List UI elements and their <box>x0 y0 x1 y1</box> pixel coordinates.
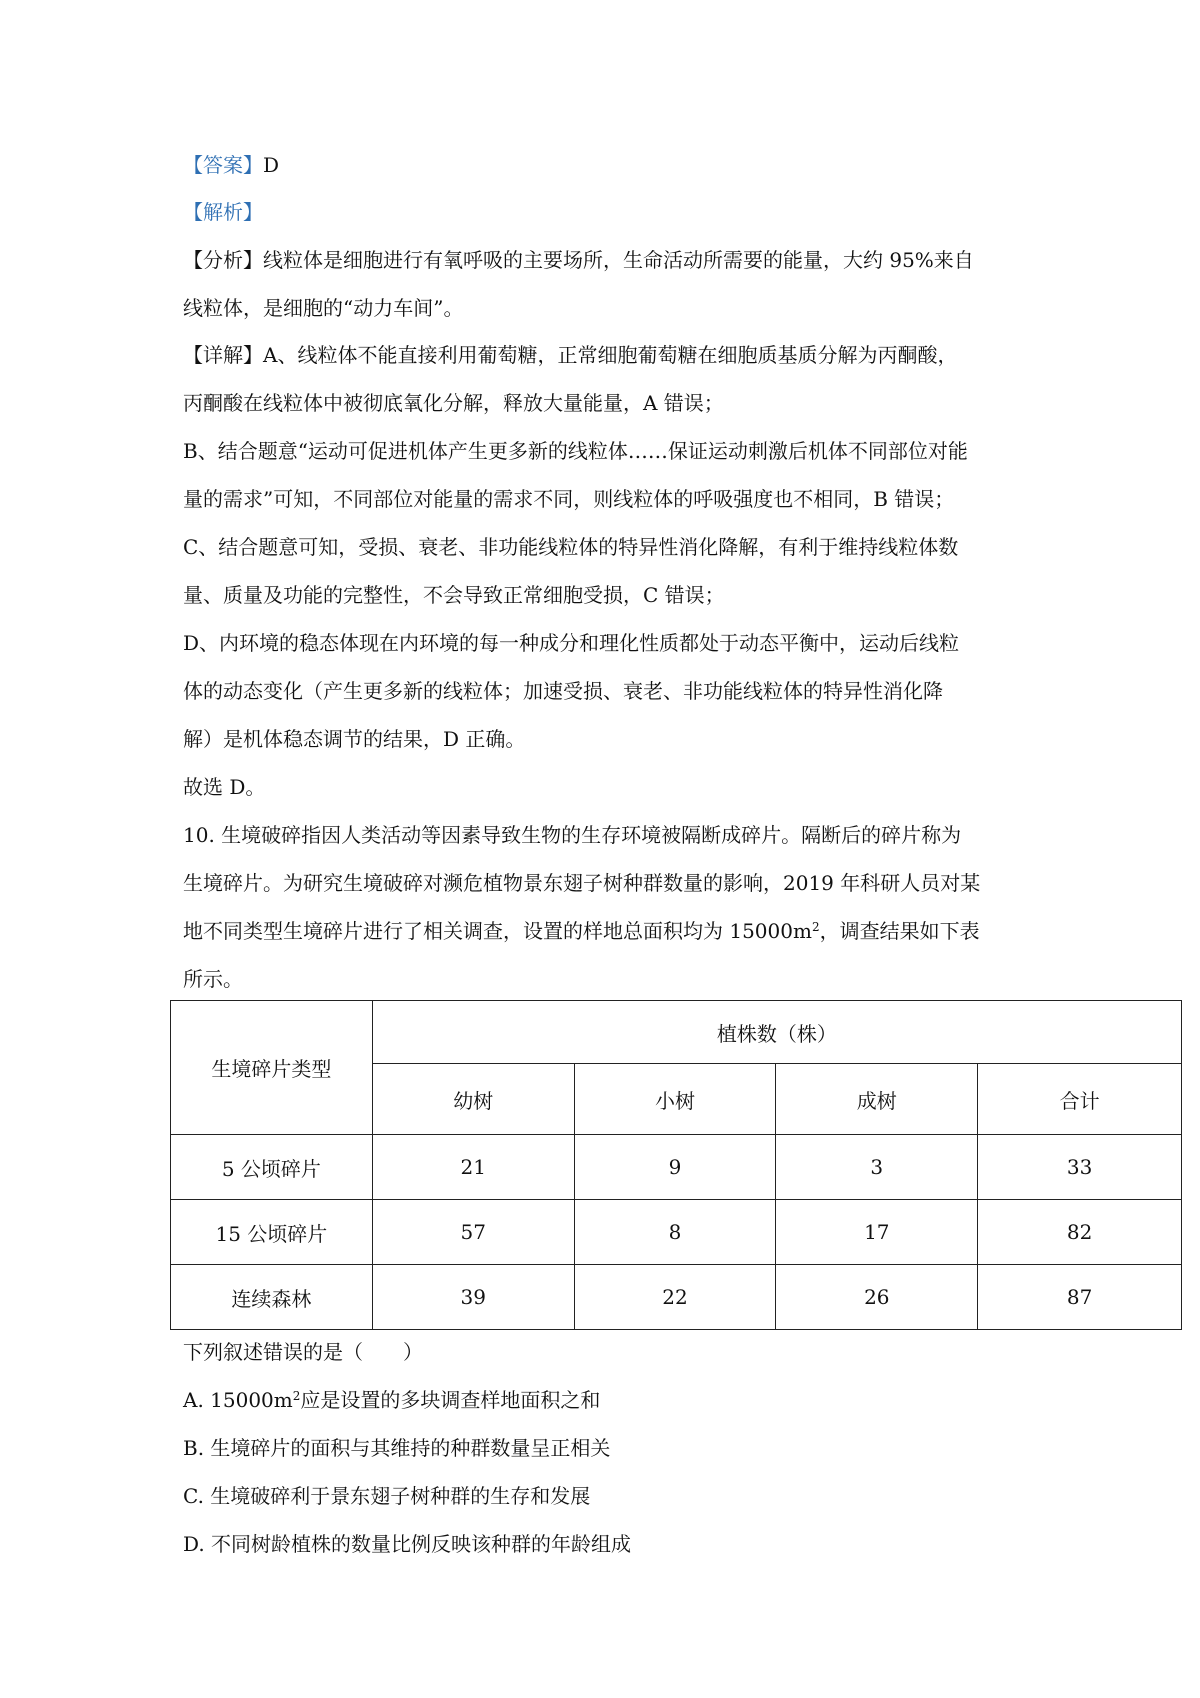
table-row <box>171 1135 1182 1200</box>
superscript: 2 <box>292 1389 301 1403</box>
table-row <box>171 1265 1182 1330</box>
table-cell: 9 <box>574 1135 776 1200</box>
group-header-cell: 植株数（株） <box>372 1001 1181 1064</box>
column-header: 幼树 <box>372 1064 574 1135</box>
table-cell: 87 <box>978 1265 1182 1330</box>
question-number: 10. <box>183 823 215 847</box>
question-line-2: 生境碎片。为研究生境破碎对濒危植物景东翅子树种群数量的影响，2019 年科研人员对某 <box>183 871 981 895</box>
question-line-4: 所示。 <box>183 967 243 991</box>
question-line-1 <box>183 820 1043 850</box>
table-cell: 33 <box>978 1135 1182 1200</box>
fenxi-line-2: 线粒体，是细胞的“动力车间”。 <box>183 296 464 320</box>
answer-line <box>183 150 1043 180</box>
question-text-1: 生境破碎指因人类活动等因素导致生物的生存环境被隔断成碎片。隔断后的碎片称为 <box>221 823 962 847</box>
table-cell: 21 <box>372 1135 574 1200</box>
option-b[interactable]: B. 生境碎片的面积与其维持的种群数量呈正相关 <box>183 1436 611 1460</box>
fenxi-text-1: 线粒体是细胞进行有氧呼吸的主要场所，生命活动所需要的能量，大约 95%来自 <box>263 248 974 272</box>
column-header: 合计 <box>978 1064 1182 1135</box>
option-a-prefix: A. 15000m <box>183 1388 293 1412</box>
option-a-suffix: 应是设置的多块调查样地面积之和 <box>300 1388 601 1412</box>
row-label: 连续森林 <box>171 1265 373 1330</box>
fenxi-line-1 <box>183 245 1043 275</box>
answer-label: 【答案】 <box>183 153 263 177</box>
table-cell: 26 <box>776 1265 978 1330</box>
table-cell: 57 <box>372 1200 574 1265</box>
analysis-heading: 【解析】 <box>183 200 263 224</box>
question-text-3b: ，调查结果如下表 <box>819 919 980 943</box>
answer-value: D <box>263 153 280 177</box>
row-header-cell: 生境碎片类型 <box>171 1001 373 1135</box>
conclusion-line: 故选 D。 <box>183 775 266 799</box>
row-label: 15 公顷碎片 <box>171 1200 373 1265</box>
superscript: 2 <box>811 920 820 934</box>
question-prompt: 下列叙述错误的是（ ） <box>183 1340 423 1364</box>
xiangjie-line-7: D、内环境的稳态体现在内环境的每一种成分和理化性质都处于动态平衡中，运动后线粒 <box>183 631 960 655</box>
xiangjie-line-6: 量、质量及功能的完整性，不会导致正常细胞受损，C 错误； <box>183 583 725 607</box>
xiangjie-line-3: B、结合题意“运动可促进机体产生更多新的线粒体……保证运动刺激后机体不同部位对能 <box>183 439 968 463</box>
table-cell: 22 <box>574 1265 776 1330</box>
fenxi-label: 【分析】 <box>183 248 263 272</box>
survey-table <box>170 1000 1182 1330</box>
xiangjie-line-4: 量的需求”可知，不同部位对能量的需求不同，则线粒体的呼吸强度也不相同，B 错误； <box>183 487 955 511</box>
option-a[interactable] <box>183 1385 1043 1415</box>
xiangjie-line-8: 体的动态变化（产生更多新的线粒体；加速受损、衰老、非功能线粒体的特异性消化降 <box>183 679 943 703</box>
xiangjie-line-5: C、结合题意可知，受损、衰老、非功能线粒体的特异性消化降解，有利于维持线粒体数 <box>183 535 959 559</box>
table-cell: 8 <box>574 1200 776 1265</box>
row-label: 5 公顷碎片 <box>171 1135 373 1200</box>
question-line-3 <box>183 916 1043 946</box>
xiangjie-line-2: 丙酮酸在线粒体中被彻底氧化分解，释放大量能量，A 错误； <box>183 391 724 415</box>
column-header: 成树 <box>776 1064 978 1135</box>
xiangjie-label: 【详解】 <box>183 343 263 367</box>
table-row <box>171 1200 1182 1265</box>
option-d[interactable]: D. 不同树龄植株的数量比例反映该种群的年龄组成 <box>183 1532 632 1556</box>
option-c[interactable]: C. 生境破碎利于景东翅子树种群的生存和发展 <box>183 1484 591 1508</box>
question-text-3: 地不同类型生境碎片进行了相关调查，设置的样地总面积均为 15000m <box>183 919 812 943</box>
column-header: 小树 <box>574 1064 776 1135</box>
table-cell: 82 <box>978 1200 1182 1265</box>
xiangjie-line-1 <box>183 340 1043 370</box>
xiangjie-text-1: A、线粒体不能直接利用葡萄糖，正常细胞葡萄糖在细胞质基质分解为丙酮酸， <box>263 343 958 367</box>
table-cell: 17 <box>776 1200 978 1265</box>
table-cell: 3 <box>776 1135 978 1200</box>
xiangjie-line-9: 解）是机体稳态调节的结果，D 正确。 <box>183 727 526 751</box>
table-cell: 39 <box>372 1265 574 1330</box>
